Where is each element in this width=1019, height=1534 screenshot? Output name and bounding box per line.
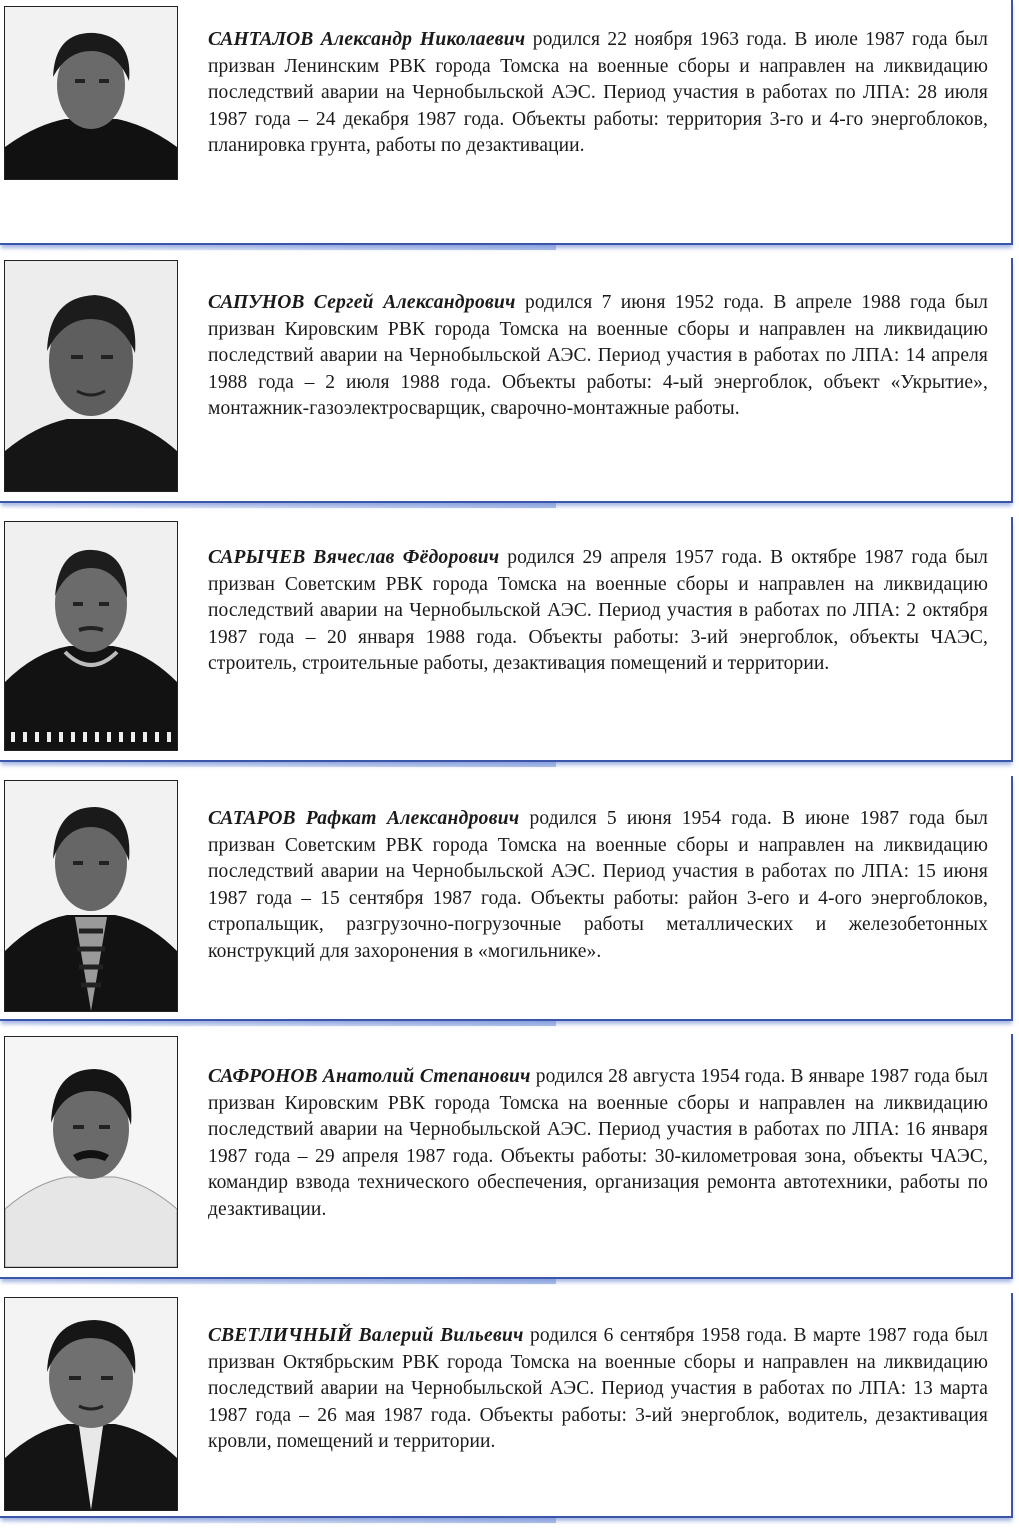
person-surname: САТАРОВ <box>208 808 296 829</box>
person-surname: САНТАЛОВ <box>208 29 314 50</box>
entry-safronov <box>0 1034 1019 1279</box>
entry-satarov <box>0 776 1019 1021</box>
portrait-placeholder-icon <box>5 781 177 1011</box>
entry-svetlichny <box>0 1293 1019 1518</box>
portrait-placeholder-icon <box>5 522 177 750</box>
bio-text <box>208 290 988 423</box>
person-bio: родился 28 августа 1954 года. В январе 1987 года был призван Кировским РВК города Томска на военные сборы и направлен на ликвидацию последствий аварии на Чернобыльской АЭС. Период участия в работах по ЛПА: 16 января 1987 года – 29 апреля 1987 года. Объекты работы: 30-километровая зона, объекты ЧАЭС, командир взвода технического обеспечения, организация ремонта автотехники, работы по дезактивации. <box>208 1066 988 1220</box>
person-surname: САФРОНОВ <box>208 1066 318 1087</box>
bio-text <box>208 806 988 965</box>
person-surname: САРЫЧЕВ <box>208 547 306 568</box>
person-given-name: Сергей Александрович <box>313 292 516 313</box>
bio-text <box>208 545 988 678</box>
portrait-placeholder-icon <box>5 1037 177 1267</box>
person-bio: родился 29 апреля 1957 года. В октябре 1987 года был призван Советским РВК города Томска на военные сборы и направлен на ликвидацию последствий аварии на Чернобыльской АЭС. Период участия в работах по ЛПА: 2 октября 1987 года – 20 января 1988 года. Объекты работы: 3-ий энергоблок, объекты ЧАЭС, строитель, строительные работы, дезактивация помещений и территории. <box>208 547 988 674</box>
person-given-name: Валерий Вильевич <box>358 1325 524 1346</box>
portrait-photo <box>4 1297 178 1511</box>
portrait-placeholder-icon <box>5 7 177 179</box>
person-given-name: Вячеслав Фёдорович <box>313 547 500 568</box>
portrait-photo <box>4 780 178 1012</box>
person-surname: СВЕТЛИЧНЫЙ <box>208 1325 353 1346</box>
portrait-photo <box>4 521 178 751</box>
person-bio: родился 7 июня 1952 года. В апреле 1988 года был призван Кировским РВК города Томска на военные сборы и направлен на ликвидацию последствий аварии на Чернобыльской АЭС. Период участия в работах по ЛПА: 14 апреля 1988 года – 2 июля 1988 года. Объекты работы: 4-ый энергоблок, объект «Укрытие», монтажник-газоэлектросварщик, сварочно-монтажные работы. <box>208 292 988 419</box>
entry-sarychev <box>0 517 1019 762</box>
portrait-placeholder-icon <box>5 261 177 491</box>
bio-text <box>208 27 988 160</box>
entry-santalov <box>0 0 1019 245</box>
person-bio: родился 22 ноября 1963 года. В июле 1987 года был призван Ленинским РВК города Томска на военные сборы и направлен на ликвидацию последствий аварии на Чернобыльской АЭС. Период участия в работах по ЛПА: 28 июля 1987 года – 24 декабря 1987 года. Объекты работы: территория 3-го и 4-го энергоблоков, планировка грунта, работы по дезактивации. <box>208 29 989 156</box>
person-given-name: Рафкат Александрович <box>305 808 520 829</box>
bio-text <box>208 1323 988 1456</box>
person-given-name: Анатолий Степанович <box>322 1066 531 1087</box>
portrait-photo <box>4 260 178 492</box>
person-surname: САПУНОВ <box>208 292 305 313</box>
portrait-placeholder-icon <box>5 1298 177 1510</box>
portrait-photo <box>4 6 178 180</box>
person-bio: родился 5 июня 1954 года. В июне 1987 года был призван Советским РВК города Томска на военные сборы и направлен на ликвидацию последствий аварии на Чернобыльской АЭС. Период участия в работах по ЛПА: 15 июня 1987 года – 15 сентября 1987 года. Объекты работы: район 3-его и 4-ого энергоблоков, стропальщик, разгрузочно-погрузочные работы металлических и железобетонных конструкций для захоронения в «могильнике». <box>208 808 988 962</box>
entry-sapunov <box>0 258 1019 503</box>
bio-text <box>208 1064 988 1223</box>
portrait-photo <box>4 1036 178 1268</box>
person-given-name: Александр Николаевич <box>320 29 526 50</box>
person-bio: родился 6 сентября 1958 года. В марте 1987 года был призван Октябрьским РВК города Томска на военные сборы и направлен на ликвидацию последствий аварии на Чернобыльской АЭС. Период участия в работах по ЛПА: 13 марта 1987 года – 26 мая 1987 года. Объекты работы: 3-ий энергоблок, водитель, дезактивация кровли, помещений и территории. <box>208 1325 988 1452</box>
